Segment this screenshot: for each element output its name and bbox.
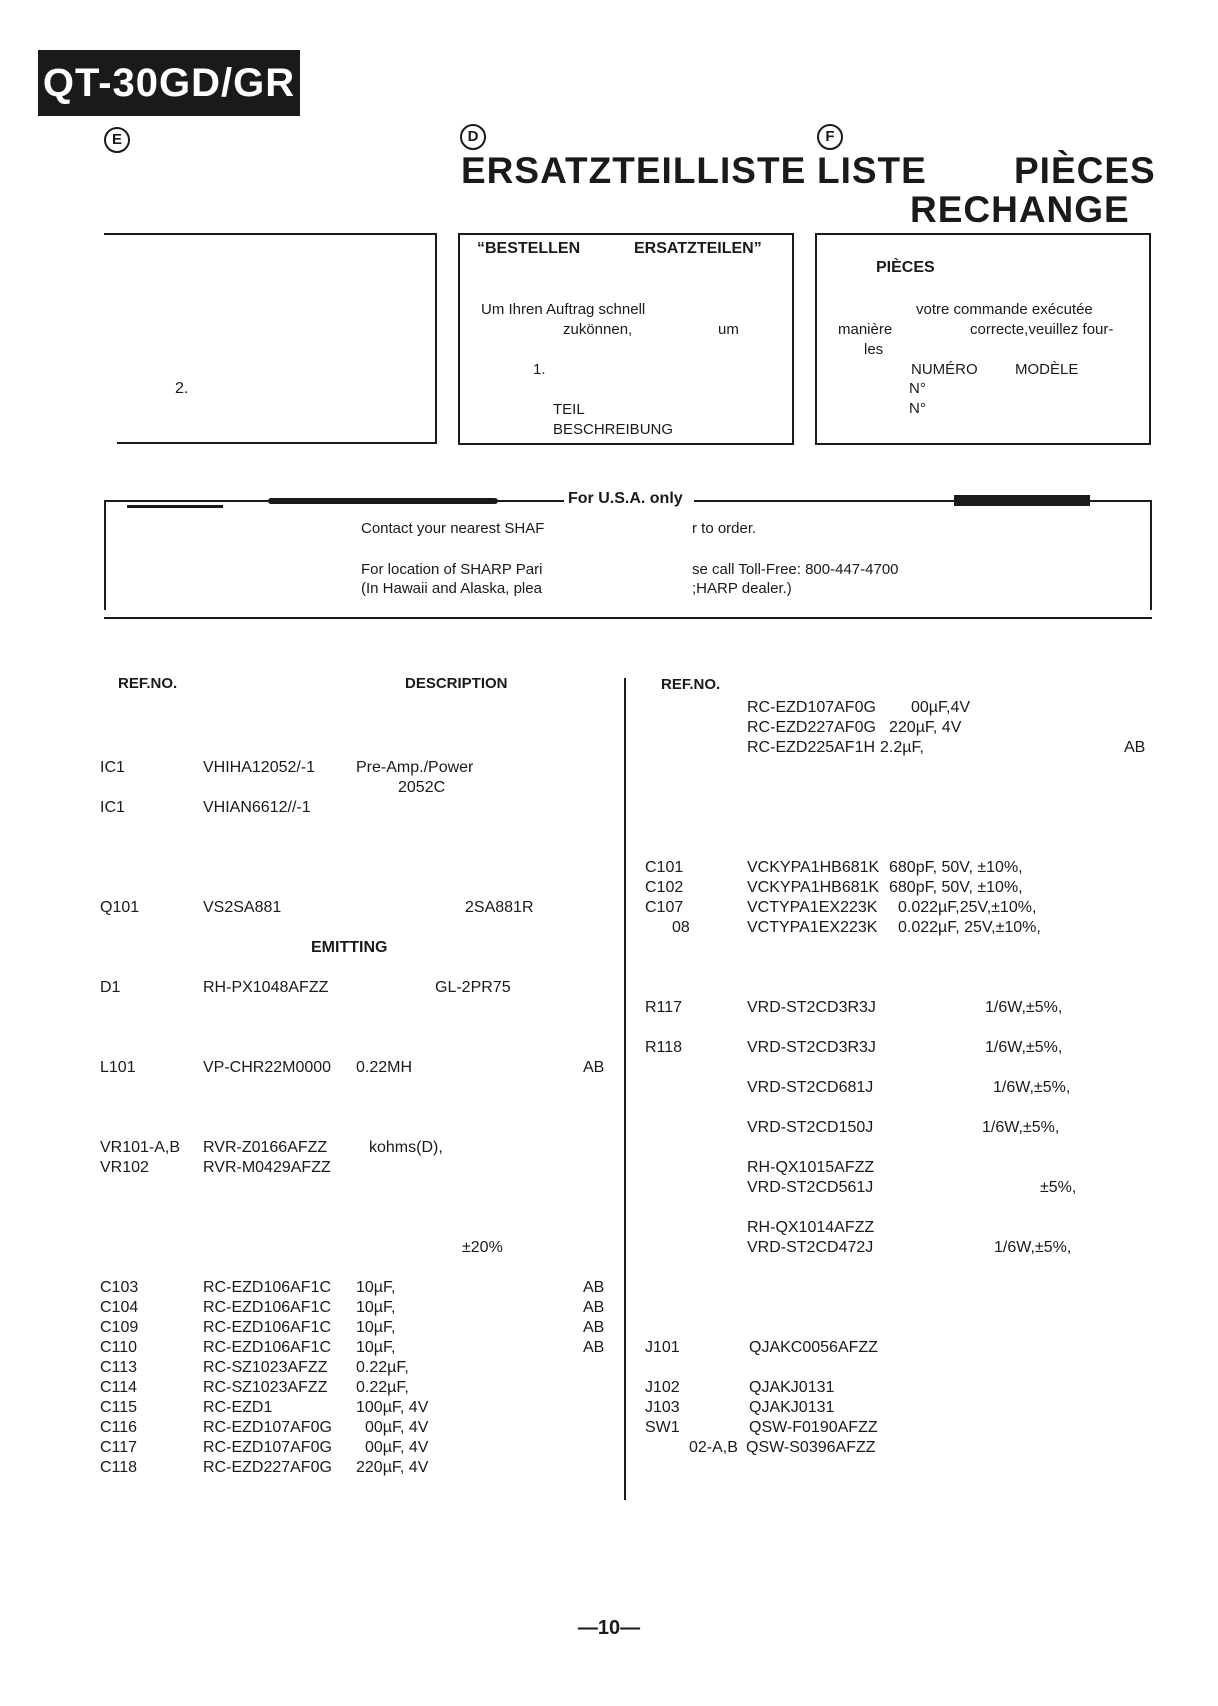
cell-part: RVR-M0429AFZZ	[203, 1159, 331, 1176]
cell-part: QJAKJ0131	[749, 1379, 835, 1396]
cell-part: RC-EZD106AF1C	[203, 1299, 332, 1316]
cell-desc: 100µF, 4V	[356, 1399, 429, 1416]
title-french-3: RECHANGE	[910, 189, 1130, 230]
german-box-line-3: 1.	[533, 361, 546, 378]
german-box-line-5: BESCHREIBUNG	[553, 421, 674, 438]
cell-desc: 1/6W,±5%,	[985, 1039, 1063, 1056]
french-box-line-2a: manière	[838, 321, 893, 338]
cell-ref: VR102	[100, 1159, 149, 1176]
cell-desc: 1/6W,±5%,	[985, 999, 1063, 1016]
cell-ref: L101	[100, 1059, 136, 1076]
french-order-box	[815, 233, 1151, 445]
cell-desc: 1/6W,±5%,	[982, 1119, 1060, 1136]
title-german: ERSATZTEILLISTE	[461, 150, 807, 191]
cell-ref: 08	[672, 919, 690, 936]
cell-part: VRD-ST2CD681J	[747, 1079, 874, 1096]
cell-part: QJAKJ0131	[749, 1399, 835, 1416]
french-box-line-3: les	[864, 341, 884, 358]
usa-box-line-2b: se call Toll-Free: 800-447-4700	[692, 561, 899, 578]
cell-desc: 10µF,	[356, 1319, 396, 1336]
usa-box-line-1b: r to order.	[692, 520, 757, 537]
cell-ref: J103	[645, 1399, 680, 1416]
cell-desc: 10µF,	[356, 1279, 396, 1296]
cell-desc: kohms(D),	[369, 1139, 443, 1156]
usa-box-right-rule	[1150, 500, 1152, 610]
english-box-bottom-rule	[117, 442, 437, 444]
cell-ref: C118	[100, 1459, 138, 1476]
usa-box-title: For U.S.A. only	[568, 490, 683, 507]
cell-part: RH-QX1014AFZZ	[747, 1219, 875, 1236]
usa-box-rule-stroke	[268, 498, 498, 504]
cell-desc: GL-2PR75	[435, 979, 511, 996]
usa-box-line-2a: For location of SHARP Pari	[361, 561, 543, 578]
french-box-line-2b: correcte,veuillez four-	[970, 321, 1114, 338]
usa-box-top-rule-right	[694, 500, 954, 502]
cell-desc: 220µF, 4V	[889, 719, 962, 736]
english-box-top-rule	[104, 233, 437, 235]
cell-part: RC-EZD106AF1C	[203, 1319, 332, 1336]
english-box-text: 2.	[175, 380, 189, 397]
usa-box-line-1a: Contact your nearest SHAF	[361, 520, 545, 537]
cell-part: RC-SZ1023AFZZ	[203, 1379, 328, 1396]
cell-desc: 10µF,	[356, 1339, 396, 1356]
cell-ref: C110	[100, 1339, 138, 1356]
cell-part: VRD-ST2CD561J	[747, 1179, 874, 1196]
cell-part: RC-EZD107AF0G	[747, 699, 876, 716]
cell-part: VRD-ST2CD3R3J	[747, 1039, 876, 1056]
cell-desc: 0.22µF,	[356, 1379, 409, 1396]
cell-desc: 0.022µF, 25V,±10%,	[898, 919, 1041, 936]
usa-box-left-rule	[104, 500, 106, 610]
cell-ref: C109	[100, 1319, 139, 1336]
cell-desc: ±5%,	[1040, 1179, 1077, 1196]
cell-part: RC-EZD107AF0G	[203, 1419, 332, 1436]
cell-part: VRD-ST2CD472J	[747, 1239, 874, 1256]
cell-ref: C115	[100, 1399, 138, 1416]
cell-part: VS2SA881	[203, 899, 282, 916]
cell-part: RH-PX1048AFZZ	[203, 979, 329, 996]
cell-desc: 10µF,	[356, 1299, 396, 1316]
french-box-line-5: N°	[909, 380, 926, 397]
cell-ref: Q101	[100, 899, 140, 916]
section-heading-emitting: EMITTING	[311, 939, 388, 956]
language-marker-f: F	[817, 124, 843, 150]
cell-part: VRD-ST2CD150J	[747, 1119, 874, 1136]
cell-part: RC-EZD107AF0G	[203, 1439, 332, 1456]
column-divider	[624, 678, 626, 1500]
cell-desc: 2052C	[398, 779, 446, 796]
cell-ref: C104	[100, 1299, 139, 1316]
cell-desc: 2SA881R	[465, 899, 534, 916]
language-marker-e: E	[104, 127, 130, 153]
cell-desc: 680pF, 50V, ±10%,	[889, 859, 1023, 876]
usa-box-rule-stroke	[127, 505, 223, 508]
cell-ref: J102	[645, 1379, 680, 1396]
cell-ref: C101	[645, 859, 684, 876]
cell-desc: 0.022µF,25V,±10%,	[898, 899, 1037, 916]
left-column-header-description: DESCRIPTION	[405, 675, 508, 692]
german-box-line-1: Um Ihren Auftrag schnell	[481, 301, 646, 318]
cell-ref: IC1	[100, 759, 125, 776]
cell-part: QJAKC0056AFZZ	[749, 1339, 878, 1356]
french-box-line-4b: MODÈLE	[1015, 361, 1079, 378]
usa-box-rule-block	[954, 495, 1090, 506]
cell-desc: 00µF,4V	[911, 699, 971, 716]
cell-part: VHIHA12052/-1	[203, 759, 316, 776]
cell-desc: 2.2µF,	[880, 739, 924, 756]
cell-ref: C102	[645, 879, 684, 896]
cell-ref: D1	[100, 979, 121, 996]
page-number: —10—	[577, 1617, 641, 1639]
cell-code: AB	[583, 1299, 605, 1316]
cell-part: VP-CHR22M0000	[203, 1059, 332, 1076]
cell-ref: IC1	[100, 799, 125, 816]
cell-desc: 0.22µF,	[356, 1359, 409, 1376]
cell-code: AB	[583, 1279, 605, 1296]
cell-ref: SW1	[645, 1419, 680, 1436]
cell-code: AB	[583, 1339, 605, 1356]
title-french-1: LISTE	[817, 150, 927, 191]
cell-part: RVR-Z0166AFZZ	[203, 1139, 328, 1156]
cell-ref: J101	[645, 1339, 680, 1356]
cell-part: VCTYPA1EX223K	[747, 899, 878, 916]
usa-box-line-3a: (In Hawaii and Alaska, plea	[361, 580, 542, 597]
cell-part: VCKYPA1HB681K	[747, 859, 880, 876]
cell-part: RC-EZD106AF1C	[203, 1279, 332, 1296]
cell-ref: R117	[645, 999, 683, 1016]
cell-ref: C103	[100, 1279, 139, 1296]
cell-ref: C107	[645, 899, 684, 916]
cell-part: RC-EZD1	[203, 1399, 273, 1416]
title-french-2: PIÈCES	[1014, 150, 1156, 191]
cell-desc: 1/6W,±5%,	[994, 1239, 1072, 1256]
cell-ref: C117	[100, 1439, 138, 1456]
cell-part: RC-SZ1023AFZZ	[203, 1359, 328, 1376]
cell-part: RC-EZD106AF1C	[203, 1339, 332, 1356]
french-box-line-4a: NUMÉRO	[911, 361, 978, 378]
german-box-line-2b: um	[718, 321, 739, 338]
usa-box-top-rule-end	[1090, 500, 1152, 502]
german-order-box	[458, 233, 794, 445]
cell-part: RH-QX1015AFZZ	[747, 1159, 875, 1176]
cell-part: VCTYPA1EX223K	[747, 919, 878, 936]
cell-ref: VR101-A,B	[100, 1139, 181, 1156]
cell-desc: ±20%	[462, 1239, 503, 1256]
cell-part: VCKYPA1HB681K	[747, 879, 880, 896]
cell-desc: 0.22MH	[356, 1059, 413, 1076]
cell-ref: R118	[645, 1039, 683, 1056]
cell-ref: C114	[100, 1379, 138, 1396]
cell-desc: 1/6W,±5%,	[993, 1079, 1071, 1096]
left-column-header-ref: REF.NO.	[118, 675, 178, 692]
language-marker-d: D	[460, 124, 486, 150]
cell-ref: 02-A,B	[689, 1439, 738, 1456]
cell-code: AB	[583, 1059, 605, 1076]
french-box-line-6: N°	[909, 400, 926, 417]
german-box-line-2a: zukönnen,	[563, 321, 633, 338]
cell-part: RC-EZD227AF0G	[203, 1459, 332, 1476]
german-box-heading-1: “BESTELLEN	[477, 240, 581, 257]
usa-box-bottom-rule	[104, 617, 1152, 619]
cell-code: AB	[583, 1319, 605, 1336]
cell-part: VHIAN6612//-1	[203, 799, 311, 816]
german-box-line-4: TEIL	[553, 401, 585, 418]
cell-desc: 220µF, 4V	[356, 1459, 429, 1476]
cell-ref: C116	[100, 1419, 138, 1436]
french-box-heading: PIÈCES	[876, 259, 935, 276]
german-box-heading-2: ERSATZTEILEN”	[634, 240, 762, 257]
cell-desc: Pre-Amp./Power	[356, 759, 474, 776]
cell-part: QSW-S0396AFZZ	[746, 1439, 876, 1456]
cell-part: RC-EZD227AF0G	[747, 719, 876, 736]
english-box-right-rule	[435, 233, 437, 444]
usa-box-line-3b: ;HARP dealer.)	[692, 580, 792, 597]
model-badge: QT-30GD/GR	[38, 50, 300, 116]
right-column-header-ref: REF.NO.	[661, 676, 721, 693]
cell-desc: 00µF, 4V	[365, 1419, 429, 1436]
cell-part: VRD-ST2CD3R3J	[747, 999, 876, 1016]
cell-ref: C113	[100, 1359, 138, 1376]
cell-code: AB	[1124, 739, 1146, 756]
cell-desc: 00µF, 4V	[365, 1439, 429, 1456]
cell-desc: 680pF, 50V, ±10%,	[889, 879, 1023, 896]
cell-part: RC-EZD225AF1H	[747, 739, 876, 756]
french-box-line-1: votre commande exécutée	[916, 301, 1093, 318]
cell-part: QSW-F0190AFZZ	[749, 1419, 878, 1436]
